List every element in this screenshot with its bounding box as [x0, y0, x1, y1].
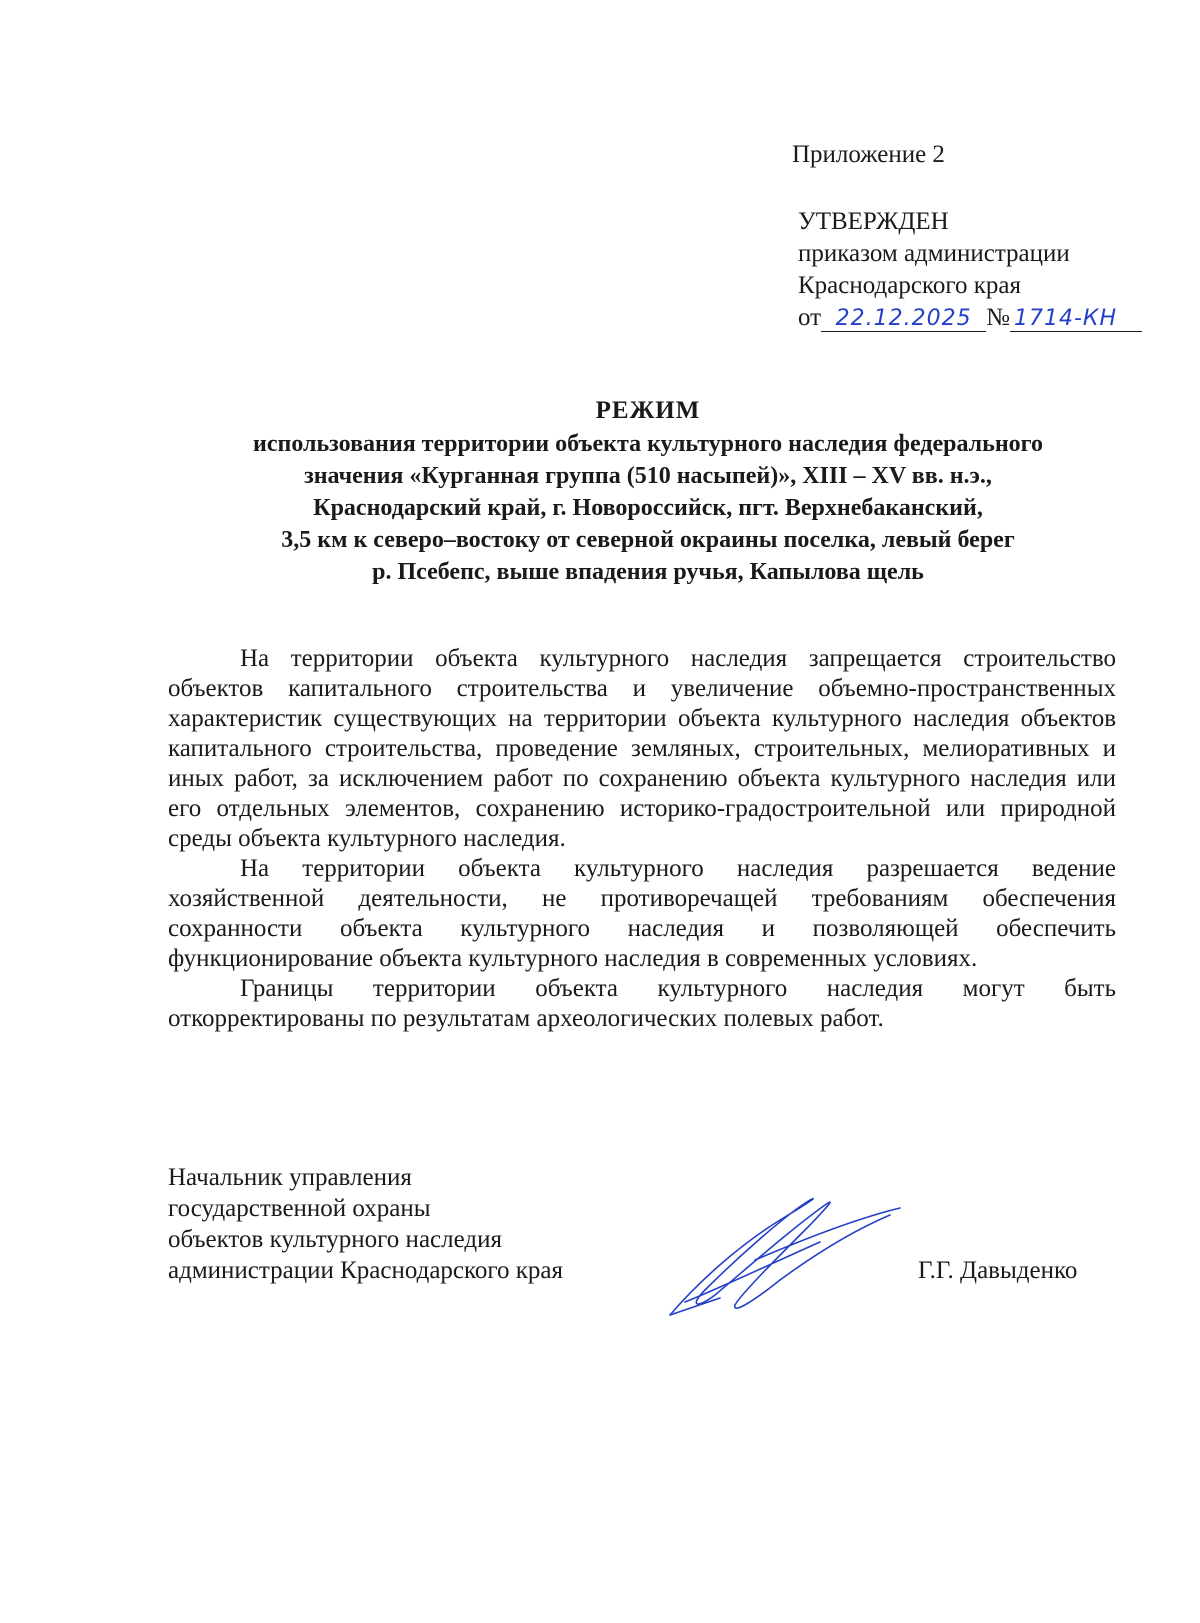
document-subtitle-line: 3,5 км к северо–востоку от северной окраины поселка, левый берег: [281, 527, 1015, 553]
body-paragraph: На территории объекта культурного наследия запрещается строительство объектов капитального строительства и увеличение объемно-пространственных характеристик существующих на территории объекта культурного наследия объектов капитального строительства, проведение земляных, строительных, мелиоративных и иных работ, за исключением работ по сохранению объекта культурного наследия или его отдельных элементов, сохранению историко-градостроительной или природной среды объекта культурного наследия.: [168, 645, 1116, 852]
handwritten-signature: [660, 1190, 930, 1330]
order-date: 22.12.2025: [821, 307, 986, 332]
approval-stamp: [798, 206, 1142, 334]
signatory-position: [168, 1162, 563, 1286]
annex-label: Приложение 2: [792, 141, 945, 168]
approval-line-2: Краснодарского края: [798, 272, 1021, 299]
approval-date-number-line: [798, 302, 1142, 334]
document-subtitle-line: Краснодарский край, г. Новороссийск, пгт. Верхнебаканский,: [313, 495, 983, 521]
document-subtitle-line: р. Псебепс, выше впадения ручья, Капылова щель: [372, 559, 924, 585]
date-prefix: от: [798, 304, 822, 331]
body-paragraph: Границы территории объекта культурного наследия могут быть откорректированы по результатам археологических полевых работ.: [168, 975, 1116, 1032]
signatory-position-line: Начальник управления: [168, 1164, 412, 1191]
order-number: 1714-КН: [1010, 307, 1142, 332]
approval-line-1: приказом администрации: [798, 240, 1070, 267]
signatory-name: Г.Г. Давыденко: [918, 1257, 1078, 1284]
signatory-position-line: администрации Краснодарского края: [168, 1257, 564, 1284]
document-heading: [150, 394, 1146, 588]
approval-status: УТВЕРЖДЕН: [798, 208, 949, 235]
signatory-position-line: объектов культурного наследия: [168, 1226, 502, 1253]
document-subtitle-line: значения «Курганная группа (510 насыпей)», XIII – XV вв. н.э.,: [304, 463, 992, 489]
number-prefix: №: [986, 304, 1010, 331]
signatory-position-line: государственной охраны: [168, 1195, 431, 1222]
document-subtitle-line: использования территории объекта культурного наследия федерального: [253, 431, 1043, 457]
body-paragraph: На территории объекта культурного наследия разрешается ведение хозяйственной деятельности, не противоречащей требованиям обеспечения сохранности объекта культурного наследия и позволяющей обеспечить функционирование объекта культурного наследия в современных условиях.: [168, 855, 1116, 972]
document-title: РЕЖИМ: [595, 397, 701, 424]
document-body: [168, 644, 1116, 1034]
